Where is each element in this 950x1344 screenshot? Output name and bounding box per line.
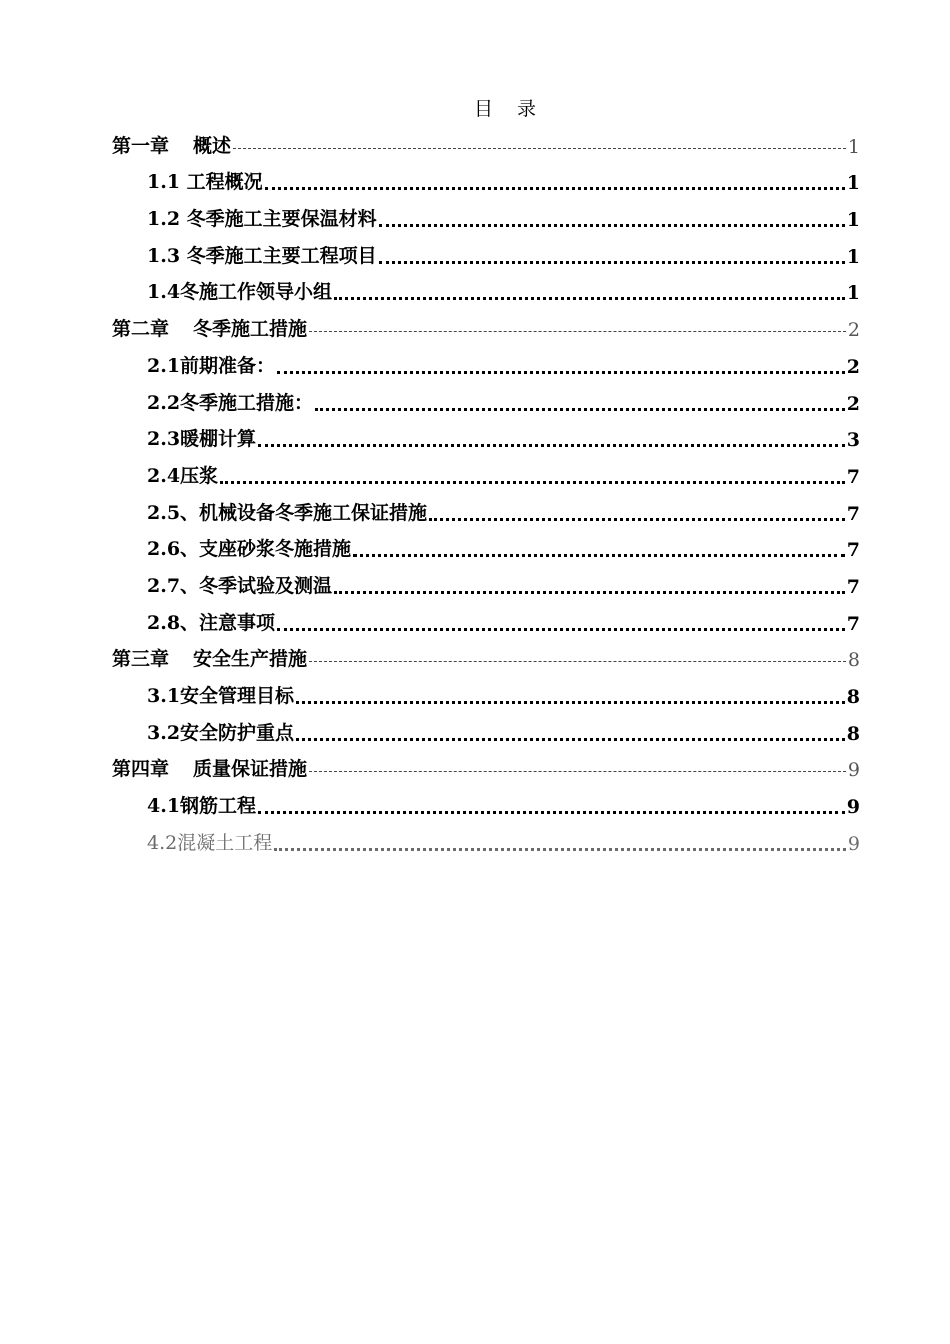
toc-leader — [233, 148, 846, 149]
toc-leader — [258, 444, 845, 447]
toc-page-number: 1 — [846, 282, 860, 305]
toc-page-number: 9 — [847, 832, 860, 855]
chapter-title: 质量保证措施 — [193, 758, 308, 781]
toc-leader — [309, 661, 846, 662]
section-title: 1.3 冬季施工主要工程项目 — [147, 244, 377, 267]
toc-section-row[interactable] — [112, 421, 860, 458]
toc-leader — [334, 297, 845, 300]
chapter-number: 第四章 — [112, 758, 170, 781]
toc-section-row[interactable] — [112, 494, 860, 531]
toc-heading-right: 录 — [517, 98, 539, 120]
toc-page-number: 8 — [846, 722, 860, 745]
toc-leader — [353, 554, 845, 557]
chapter-title: 概述 — [193, 134, 232, 157]
toc-chapter-row[interactable] — [112, 127, 860, 164]
chapter-title: 安全生产措施 — [193, 648, 308, 671]
toc-entry-label — [112, 314, 307, 341]
section-title: 2.4压浆 — [147, 464, 219, 487]
toc-leader — [309, 331, 846, 332]
toc-page-number: 9 — [846, 796, 860, 819]
toc-entry-label — [112, 754, 307, 781]
toc-section-row[interactable] — [112, 787, 860, 824]
toc-leader — [334, 591, 845, 594]
toc-leader — [274, 848, 846, 851]
chapter-title: 冬季施工措施 — [193, 318, 308, 341]
toc-page-number: 1 — [847, 135, 860, 158]
section-title: 2.1前期准备： — [147, 354, 276, 377]
toc-heading-left: 目 — [473, 98, 495, 120]
toc-page-number: 1 — [846, 172, 860, 195]
toc-page-number: 8 — [847, 649, 860, 672]
toc-page-number: 2 — [847, 319, 860, 342]
toc-section-row[interactable] — [112, 384, 860, 421]
chapter-number: 第三章 — [112, 648, 170, 671]
toc-leader — [277, 628, 845, 631]
toc-page-number: 2 — [846, 392, 860, 415]
section-title: 2.5、机械设备冬季施工保证措施 — [147, 501, 428, 524]
toc-page-number: 7 — [846, 612, 860, 635]
toc-page-number: 2 — [846, 355, 860, 378]
chapter-number: 第二章 — [112, 318, 170, 341]
toc-section-row[interactable] — [112, 531, 860, 568]
toc-section-row[interactable] — [112, 200, 860, 237]
section-title: 3.2安全防护重点 — [147, 721, 295, 744]
toc-section-row[interactable] — [112, 457, 860, 494]
toc-heading — [0, 94, 950, 121]
section-title: 2.2冬季施工措施： — [147, 391, 314, 414]
section-title: 2.3暖棚计算 — [147, 428, 257, 451]
toc-leader — [379, 224, 845, 227]
toc-page-number: 1 — [846, 245, 860, 268]
toc-leader — [220, 481, 845, 484]
section-title: 4.2混凝土工程 — [147, 831, 273, 854]
toc-page-number: 3 — [846, 429, 860, 452]
toc-leader — [429, 518, 845, 521]
toc-page-number: 7 — [846, 539, 860, 562]
toc-leader — [309, 771, 846, 772]
toc-chapter-row[interactable] — [112, 751, 860, 788]
chapter-number: 第一章 — [112, 134, 170, 157]
toc-leader — [277, 371, 845, 374]
toc-page-number: 9 — [847, 759, 860, 782]
toc-entry-label — [112, 131, 231, 158]
toc-page-number: 8 — [846, 686, 860, 708]
section-title: 1.2 冬季施工主要保温材料 — [147, 208, 377, 231]
section-title: 1.4冬施工作领导小组 — [147, 281, 333, 304]
section-title: 3.1安全管理目标 — [147, 685, 295, 707]
section-title: 2.7、冬季试验及测温 — [147, 574, 333, 597]
toc-leader — [258, 811, 845, 814]
toc-chapter-row[interactable] — [112, 641, 860, 678]
section-title: 2.8、注意事项 — [147, 611, 276, 634]
toc-section-row[interactable] — [112, 714, 860, 751]
toc-leader — [296, 738, 845, 741]
toc-section-row[interactable] — [112, 677, 860, 714]
toc-section-row[interactable] — [112, 347, 860, 384]
toc-section-row[interactable] — [112, 824, 860, 861]
toc-section-row[interactable] — [112, 237, 860, 274]
toc-section-row[interactable] — [112, 274, 860, 311]
toc-leader — [379, 261, 845, 264]
toc-page-number: 1 — [846, 209, 860, 232]
toc-page-number: 7 — [846, 465, 860, 488]
toc-page-number: 7 — [846, 575, 860, 598]
toc-chapter-row[interactable] — [112, 310, 860, 347]
section-title: 2.6、支座砂浆冬施措施 — [147, 538, 352, 561]
toc-section-row[interactable] — [112, 604, 860, 641]
section-title: 1.1 工程概况 — [147, 171, 263, 194]
toc-page-number: 7 — [846, 502, 860, 525]
toc-section-row[interactable] — [112, 567, 860, 604]
toc-leader — [315, 408, 845, 411]
toc-leader — [265, 187, 845, 190]
toc-entry-label — [112, 644, 307, 671]
toc-section-row[interactable] — [112, 164, 860, 201]
section-title: 4.1钢筋工程 — [147, 795, 257, 818]
toc-leader — [296, 701, 845, 704]
table-of-contents — [112, 127, 860, 861]
